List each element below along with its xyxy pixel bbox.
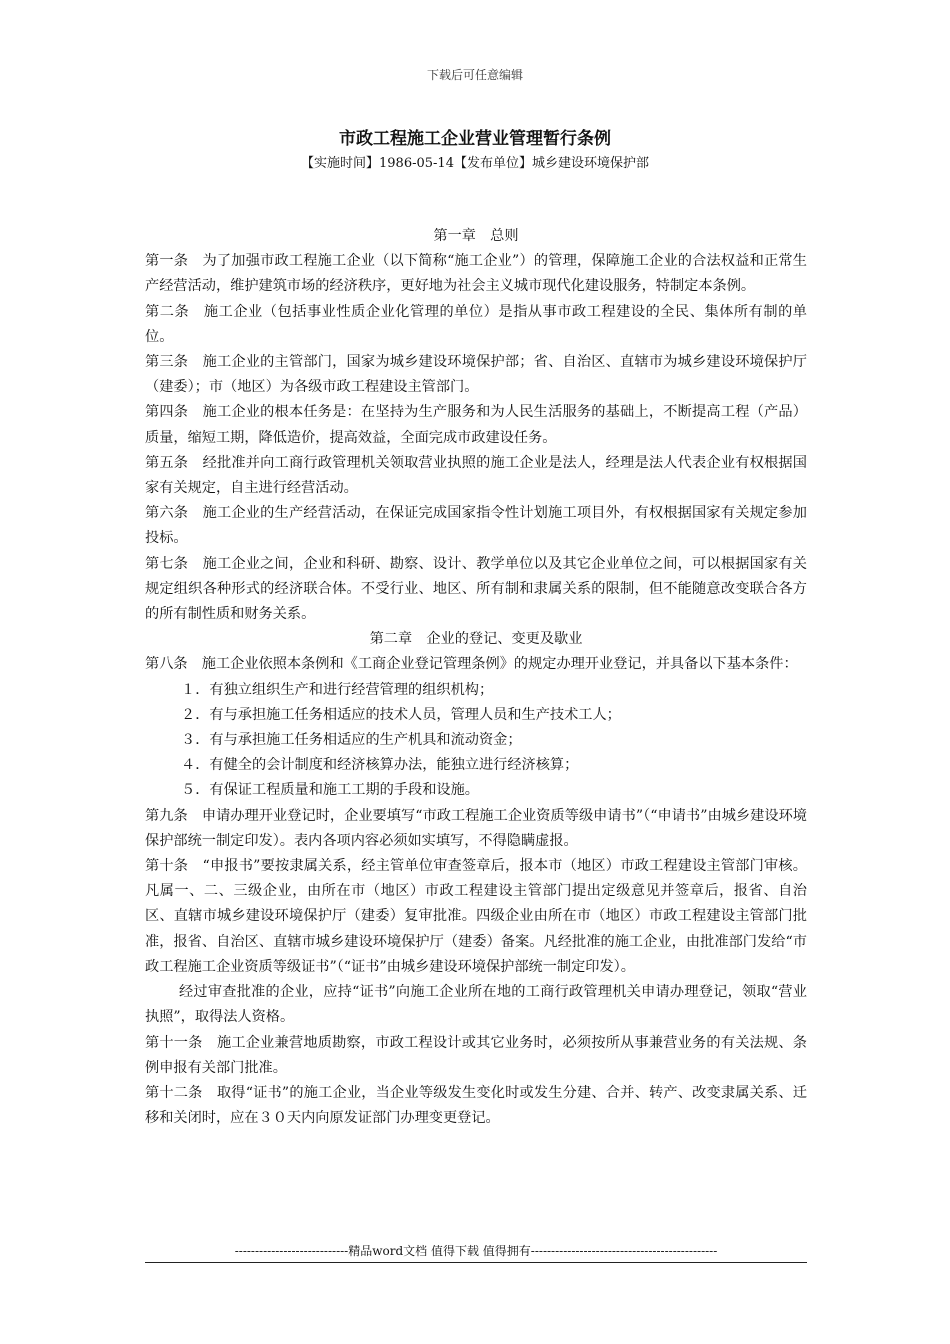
page-footer: ----------------------------精品word文档 值得下载 值得拥有---------------------------------------------- (234, 1244, 718, 1258)
article-3: 第三条 施工企业的主管部门，国家为城乡建设环境保护部；省、自治区、直辖市为城乡建设环境保护厅（建委）；市（地区）为各级市政工程建设主管部门。 (145, 354, 807, 396)
article-6: 第六条 施工企业的生产经营活动，在保证完成国家指令性计划施工项目外，有权根据国家有关规定参加投标。 (145, 505, 807, 547)
article-2: 第二条 施工企业（包括事业性质企业化管理的单位）是指从事市政工程建设的全民、集体所有制的单位。 (145, 303, 807, 345)
chapter-heading: 第一章 总则 (433, 228, 519, 244)
footer-divider (145, 1262, 807, 1263)
article-10: 第十条 “申报书”要按隶属关系，经主管单位审查签章后，报本市（地区）市政工程建设主管部门审核。凡属一、二、三级企业，由所在市（地区）市政工程建设主管部门提出定级意见并签章后，报省、自治区、直辖市城乡建设环境保护厅（建委）复审批准。四级企业由所在市（地区）市政工程建设主管部门批准，报省、自治区、直辖市城乡建设环境保护厅（建委）备案。凡经批准的施工企业，由批准部门发给“市政工程施工企业资质等级证书”（“证书”由城乡建设环境保护部统一制定印发）。 (145, 858, 807, 975)
article-4: 第四条 施工企业的根本任务是：在坚持为生产服务和为人民生活服务的基础上，不断提高工程（产品）质量，缩短工期，降低造价，提高效益，全面完成市政建设任务。 (145, 404, 807, 446)
list-item: ５．有保证工程质量和施工工期的手段和设施。 (181, 782, 479, 799)
article-9: 第九条 申请办理开业登记时，企业要填写“市政工程施工企业资质等级申请书”（“申请书”由城乡建设环境保护部统一制定印发）。表内各项内容必须如实填写，不得隐瞒虚报。 (145, 807, 807, 849)
list-item: ２．有与承担施工任务相适应的技术人员，管理人员和生产技术工人； (181, 706, 621, 723)
document-body (145, 224, 807, 1131)
article-5: 第五条 经批准并向工商行政管理机关领取营业执照的施工企业是法人，经理是法人代表企业有权根据国家有关规定，自主进行经营活动。 (145, 454, 807, 497)
list-item: ３．有与承担施工任务相适应的生产机具和流动资金； (181, 732, 522, 749)
list-item: １．有独立组织生产和进行经营管理的组织机构； (181, 681, 494, 698)
article-10-paragraph-2: 经过审查批准的企业，应持“证书”向施工企业所在地的工商行政管理机关申请办理登记，领取“营业执照”，取得法人资格。 (145, 984, 807, 1026)
article-8: 第八条 施工企业依照本条例和《工商企业登记管理条例》的规定办理开业登记，并具备以下基本条件： (145, 656, 798, 673)
article-12: 第十二条 取得“证书”的施工企业，当企业等级发生变化时或发生分建、合并、转产、改变隶属关系、迁移和关闭时，应在３０天内向原发证部门办理变更登记。 (145, 1084, 807, 1127)
header-note: 下载后可任意编辑 (426, 68, 523, 82)
document-meta: 【实施时间】1986-05-14【发布单位】城乡建设环境保护部 (301, 156, 649, 171)
article-1: 第一条 为了加强市政工程施工企业（以下简称“施工企业”）的管理，保障施工企业的合法权益和正常生产经营活动，维护建筑市场的经济秩序，更好地为社会主义城市现代化建设服务，特制定本条例。 (145, 253, 807, 295)
article-11: 第十一条 施工企业兼营地质勘察，市政工程设计或其它业务时，必须按所从事兼营业务的有关法规、条例申报有关部门批准。 (145, 1034, 807, 1076)
document-title: 市政工程施工企业营业管理暂行条例 (339, 129, 611, 149)
list-item: ４．有健全的会计制度和经济核算办法，能独立进行经济核算； (181, 757, 579, 774)
chapter-heading: 第二章 企业的登记、变更及歇业 (369, 631, 583, 648)
article-7: 第七条 施工企业之间，企业和科研、勘察、设计、教学单位以及其它企业单位之间，可以根据国家有关规定组织各种形式的经济联合体。不受行业、地区、所有制和隶属关系的限制，但不能随意改变联合各方的所有制性质和财务关系。 (145, 555, 807, 623)
